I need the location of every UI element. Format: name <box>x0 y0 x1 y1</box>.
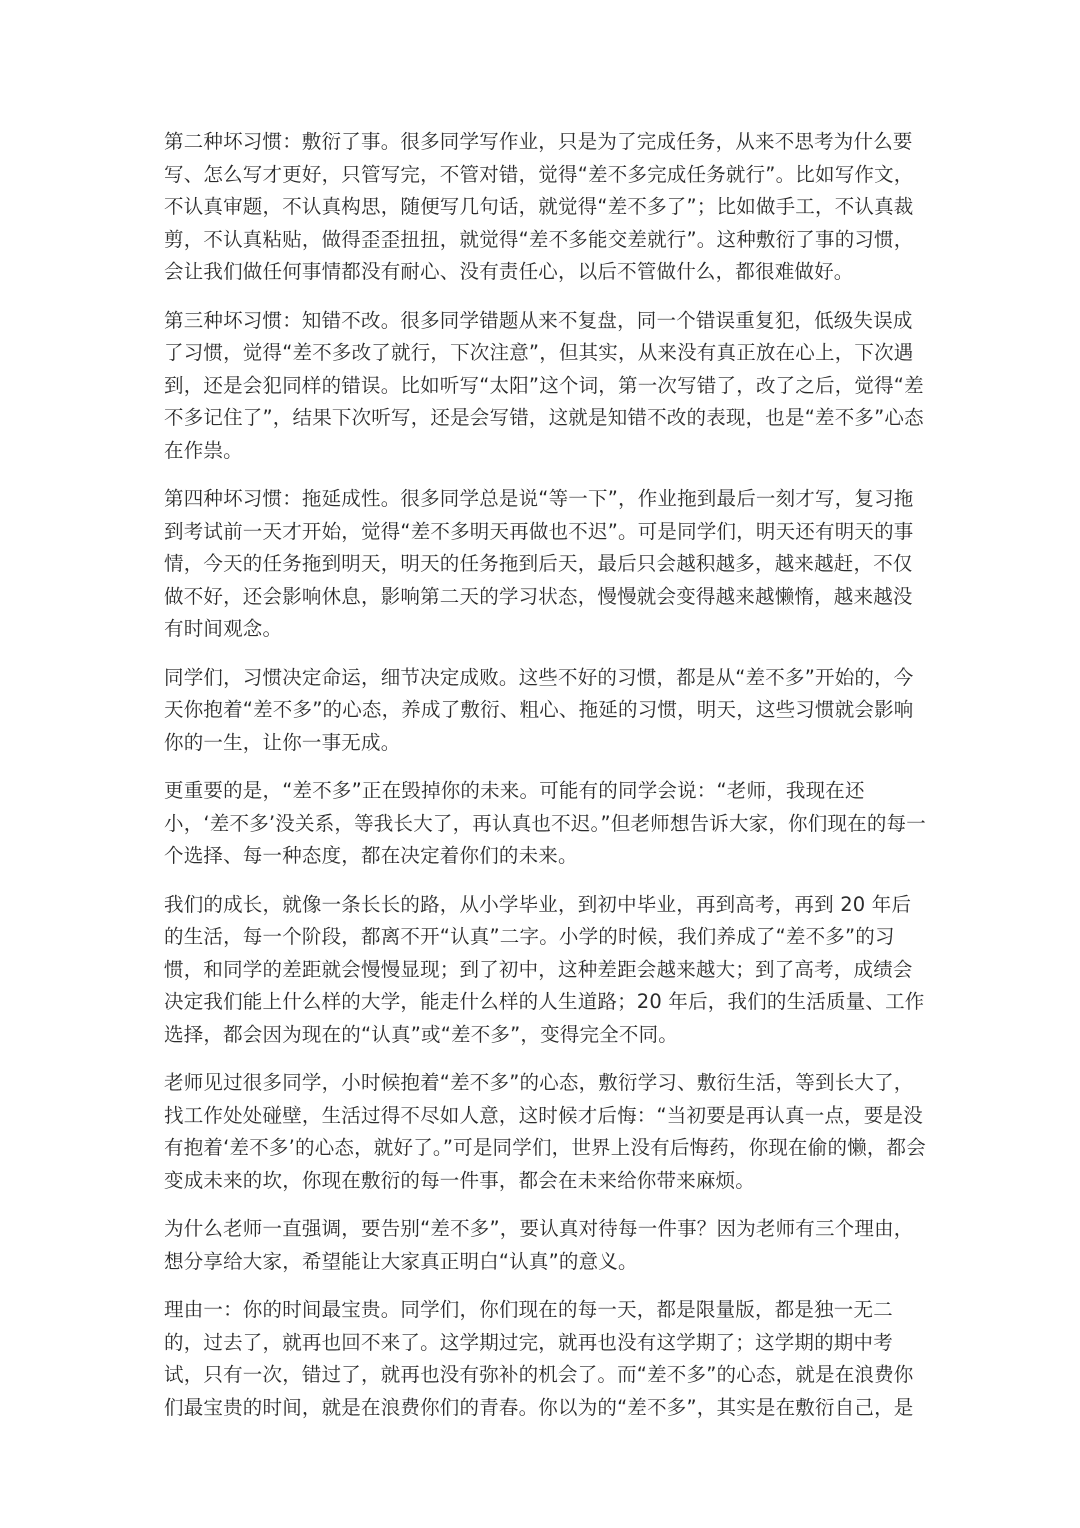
paragraph-habit-two: 第二种坏习惯：敷衍了事。很多同学写作业，只是为了完成任务，从来不思考为什么要写、怎么写才更好，只管写完，不管对错，觉得“差不多完成任务就行”。比如写作文，不认真审题，不认真构思，随便写几句话，就觉得“差不多了”；比如做手工，不认真裁剪，不认真粘贴，做得歪歪扭扭，就觉得“差不多能交差就行”。这种敷衍了事的习惯，会让我们做任何事情都没有耐心、没有责任心，以后不管做什么，都很难做好。 <box>164 130 914 283</box>
paragraph-reason-one: 理由一：你的时间最宝贵。同学们，你们现在的每一天，都是限量版，都是独一无二的，过去了，就再也回不来了。这学期过完，就再也没有这学期了；这学期的期中考试，只有一次，错过了，就再也没有弥补的机会了。而“差不多”的心态，就是在浪费你们最宝贵的时间，就是在浪费你们的青春。你以为的“差不多”，其实是在敷衍自己，是 <box>164 1298 914 1419</box>
paragraph-regret: 老师见过很多同学，小时候抱着“差不多”的心态，敷衍学习、敷衍生活，等到长大了，找工作处处碰壁，生活过得不尽如人意，这时候才后悔：“当初要是再认真一点，要是没有抱着‘差不多’的心态，就好了。”可是同学们，世界上没有后悔药，你现在偷的懒，都会变成未来的坎，你现在敷衍的每一件事，都会在未来给你带来麻烦。 <box>164 1071 926 1192</box>
paragraph-habits-fate: 同学们，习惯决定命运，细节决定成败。这些不好的习惯，都是从“差不多”开始的，今天你抱着“差不多”的心态，养成了敷衍、粗心、拖延的习惯，明天，这些习惯就会影响你的一生，让你一事无成。 <box>164 665 914 754</box>
paragraph-future: 更重要的是，“差不多”正在毁掉你的未来。可能有的同学会说：“老师，我现在还小，‘差不多’没关系，等我长大了，再认真也不迟。”但老师想告诉大家，你们现在的每一个选择、每一种态度，都在决定着你们的未来。 <box>164 779 926 867</box>
paragraph-three-reasons: 为什么老师一直强调，要告别“差不多”，要认真对待每一件事？因为老师有三个理由，想分享给大家，希望能让大家真正明白“认真”的意义。 <box>164 1217 914 1273</box>
paragraph-habit-three: 第三种坏习惯：知错不改。很多同学错题从来不复盘，同一个错误重复犯，低级失误成了习惯，觉得“差不多改了就行，下次注意”，但其实，从来没有真正放在心上，下次遇到，还是会犯同样的错误。比如听写“太阳”这个词，第一次写错了，改了之后，觉得“差不多记住了”，结果下次听写，还是会写错，这就是知错不改的表现，也是“差不多”心态在作祟。 <box>164 308 924 462</box>
paragraph-growth-path: 我们的成长，就像一条长长的路，从小学毕业，到初中毕业，再到高考，再到 20 年后的生活，每一个阶段，都离不开“认真”二字。小学的时候，我们养成了“差不多”的习惯，和同学的差距就会慢慢显现；到了初中，这种差距会越来越大；到了高考，成绩会决定我们能上什么样的大学，能走什么样的人生道路；20 年后，我们的生活质量、工作选择，都会因为现在的“认真”或“差不多”，变得完全不同。 <box>164 892 925 1046</box>
article-body <box>164 126 926 1440</box>
paragraph-habit-four: 第四种坏习惯：拖延成性。很多同学总是说“等一下”，作业拖到最后一刻才写，复习拖到考试前一天才开始，觉得“差不多明天再做也不迟”。可是同学们，明天还有明天的事情，今天的任务拖到明天，明天的任务拖到后天，最后只会越积越多，越来越赶，不仅做不好，还会影响休息，影响第二天的学习状态，慢慢就会变得越来越懒惰，越来越没有时间观念。 <box>164 487 914 640</box>
